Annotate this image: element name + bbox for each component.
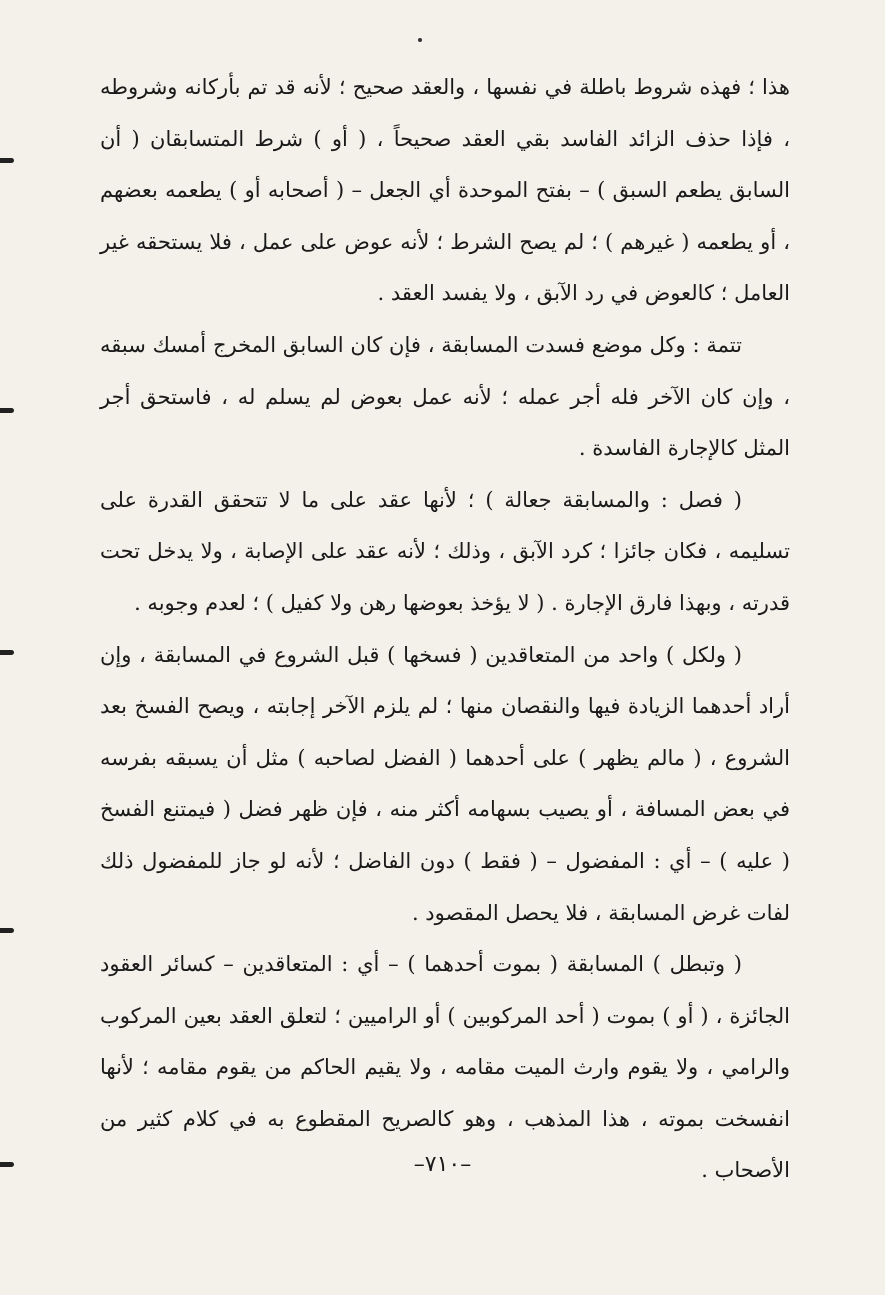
- paragraph-5: ( وتبطل ) المسابقة ( بموت أحدهما ) – أي : المتعاقدين – كسائر العقود الجائزة ، ( أو ) بموت ( أحد المركوبين ) أو الراميين ؛ لتعلق العقد بعين المركوب والرامي ، ولا يقوم وارث الميت مقامه ، ولا يقيم الحاكم من يقوم مقامه ؛ لأنها انفسخت بموته ، هذا المذهب ، وهو كالصريح المقطوع به في كلام كثير من الأصحاب .: [100, 952, 790, 1183]
- top-dot-mark: [418, 38, 422, 42]
- page-number: –٧١٠–: [413, 1152, 472, 1177]
- body-text: [100, 62, 790, 1197]
- binding-edge-mark: [0, 408, 14, 413]
- binding-edge-mark: [0, 928, 14, 933]
- paragraph-1: هذا ؛ فهذه شروط باطلة في نفسها ، والعقد صحيح ؛ لأنه قد تم بأركانه وشروطه ، فإذا حذف الزائد الفاسد بقي العقد صحيحاً ، ( أو ) شرط المتسابقان ( أن السابق يطعم السبق ) – بفتح الموحدة أي الجعل – ( أصحابه أو ) يطعمه بعضهم ، أو يطعمه ( غيرهم ) ؛ لم يصح الشرط ؛ لأنه عوض على عمل ، فلا يستحقه غير العامل ؛ كالعوض في رد الآبق ، ولا يفسد العقد .: [100, 75, 790, 306]
- binding-edge-mark: [0, 158, 14, 163]
- paragraph-4: ( ولكل ) واحد من المتعاقدين ( فسخها ) قبل الشروع في المسابقة ، وإن أراد أحدهما الزيادة فيها والنقصان منها ؛ لم يلزم الآخر إجابته ، ويصح الفسخ بعد الشروع ، ( مالم يظهر ) على أحدهما ( الفضل لصاحبه ) مثل أن يسبقه بفرسه في بعض المسافة ، أو يصيب بسهامه أكثر منه ، فإن ظهر فضل ( فيمتنع الفسخ ( عليه ) – أي : المفضول – ( فقط ) دون الفاضل ؛ لأنه لو جاز للمفضول ذلك لفات غرض المسابقة ، فلا يحصل المقصود .: [100, 642, 790, 925]
- paragraph-2: تتمة : وكل موضع فسدت المسابقة ، فإن كان السابق المخرج أمسك سبقه ، وإن كان الآخر فله أجر عمله ؛ لأنه عمل بعوض لم يسلم له ، فاستحق أجر المثل كالإجارة الفاسدة .: [100, 332, 790, 461]
- binding-edge-mark: [0, 650, 14, 655]
- paragraph-3: ( فصل : والمسابقة جعالة ) ؛ لأنها عقد على ما لا تتحقق القدرة على تسليمه ، فكان جائزا ؛ كرد الآبق ، وذلك ؛ لأنه عقد على الإصابة ، ولا يدخل تحت قدرته ، وبهذا فارق الإجارة . ( لا يؤخذ بعوضها رهن ولا كفيل ) ؛ لعدم وجوبه .: [100, 487, 790, 615]
